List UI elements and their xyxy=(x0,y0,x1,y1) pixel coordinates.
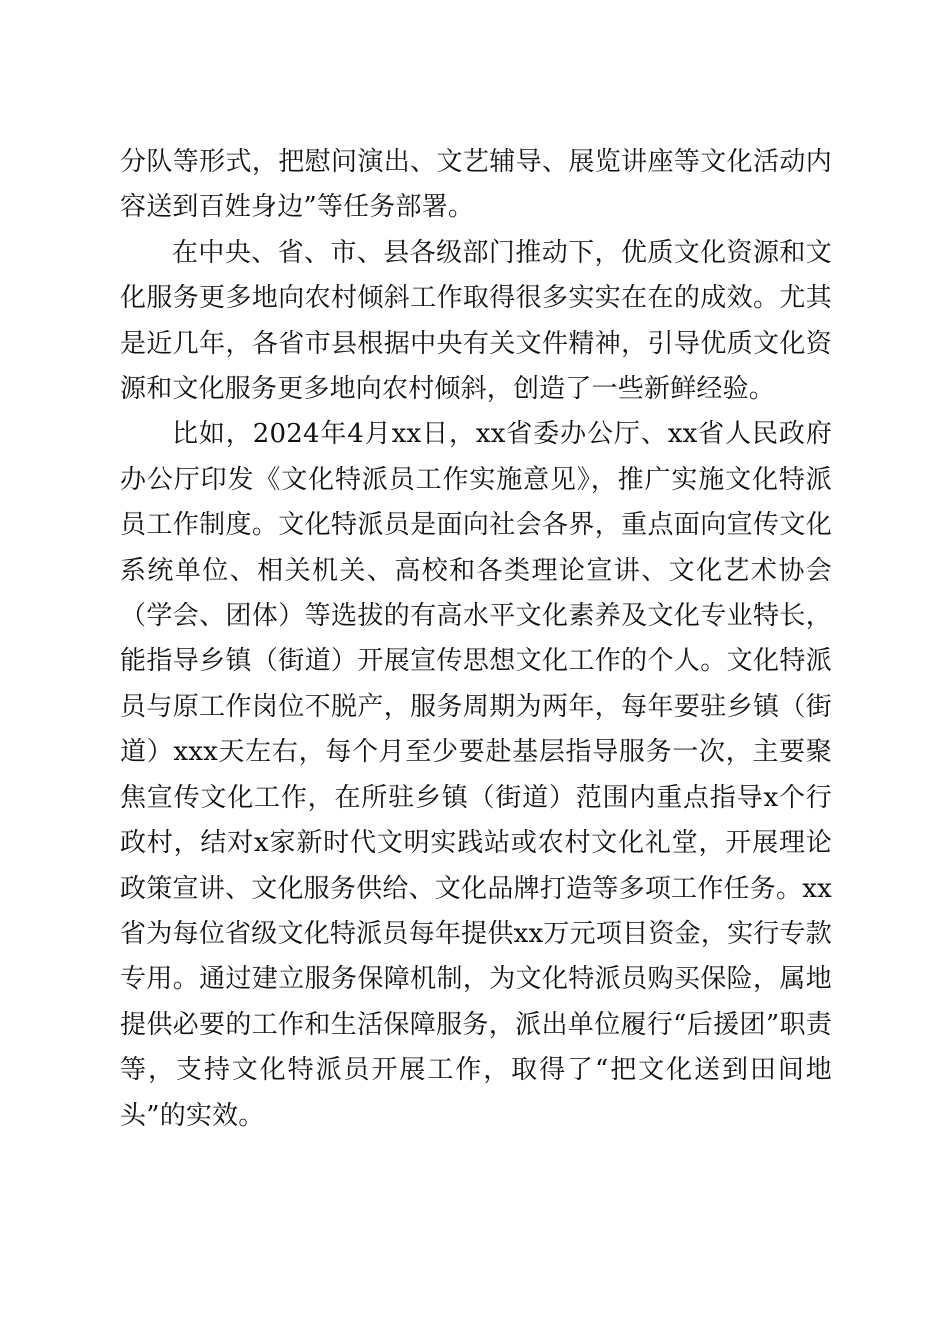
document-body xyxy=(120,140,832,1139)
paragraph-culture-envoy-example: 比如，2024年4月xx日，xx省委办公厅、xx省人民政府办公厅印发《文化特派员工作实施意见》，推广实施文化特派员工作制度。文化特派员是面向社会各界，重点面向宣传文化系统单位、相关机关、高校和各类理论宣讲、文化艺术协会（学会、团体）等选拔的有高水平文化素养及文化专业特长，能指导乡镇（街道）开展宣传思想文化工作的个人。文化特派员与原工作岗位不脱产，服务周期为两年，每年要驻乡镇（街道）xxx天左右，每个月至少要赴基层指导服务一次，主要聚焦宣传文化工作，在所驻乡镇（街道）范围内重点指导x个行政村，结对x家新时代文明实践站或农村文化礼堂，开展理论政策宣讲、文化服务供给、文化品牌打造等多项工作任务。xx省为每位省级文化特派员每年提供xx万元项目资金，实行专款专用。通过建立服务保障机制，为文化特派员购买保险，属地提供必要的工作和生活保障服务，派出单位履行“后援团”职责等，支持文化特派员开展工作，取得了“把文化送到田间地头”的实效。 xyxy=(120,419,832,1131)
paragraph-continuation: 分队等形式，把慰问演出、文艺辅导、展览讲座等文化活动内容送到百姓身边”等任务部署。 xyxy=(120,147,832,223)
paragraph-central-provincial-push: 在中央、省、市、县各级部门推动下，优质文化资源和文化服务更多地向农村倾斜工作取得很多实实在在的成效。尤其是近几年，各省市县根据中央有关文件精神，引导优质文化资源和文化服务更多地向农村倾斜，创造了一些新鲜经验。 xyxy=(120,237,832,405)
